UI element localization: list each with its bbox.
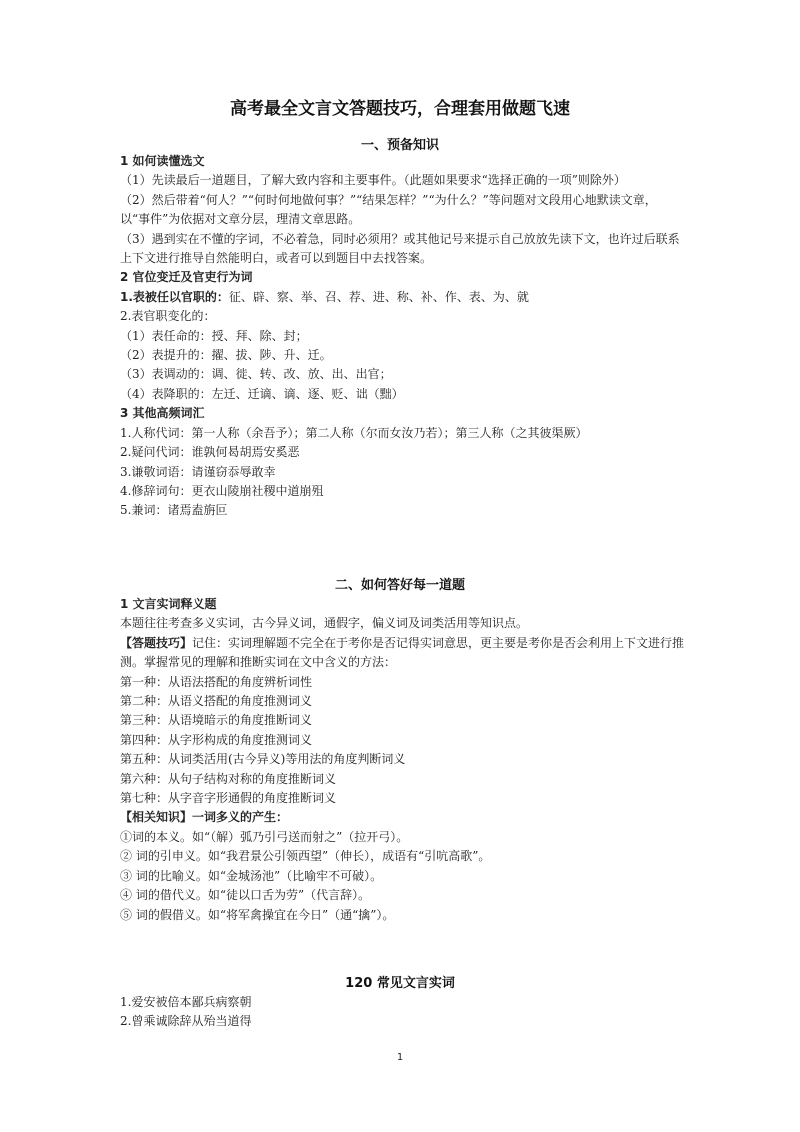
list-item: 2.曾乘诚除辞从殆当道得 (120, 1014, 252, 1029)
tip-label: 【答题技巧】 (120, 635, 193, 650)
list-item: ④ 词的借代义。如“徒以口舌为劳”（代言辞）。 (120, 888, 371, 903)
list-item: ② 词的引申义。如“我君景公引领西望”（伸长），成语有“引吭高歌”。 (120, 849, 491, 864)
part2-heading: 二、如何答好每一道题 (334, 578, 465, 593)
part2-content (120, 595, 685, 925)
list-item: 2.表官职变化的： (120, 309, 216, 324)
part1-content (120, 152, 685, 521)
paragraph: 本题往往考查多义实词，古今异义词，通假字，偏义词及词类活用等知识点。 (120, 616, 529, 631)
related-heading: 【相关知识】一词多义的产生： (120, 810, 289, 825)
part3-heading: 120 常见文言实词 (345, 976, 455, 991)
section-heading: 1 文言实词释义题 (120, 597, 217, 611)
list-item: 2.疑问代词：谁孰何曷胡焉安奚恶 (120, 445, 300, 460)
list-item: 第五种：从词类活用(古今异义)等用法的角度判断词义 (120, 752, 406, 767)
section-heading: 2 官位变迁及官吏行为词 (120, 270, 253, 285)
list-item: 5.兼词：诸焉盍旃叵 (120, 503, 228, 518)
list-item: 4.修辞词句：更衣山陵崩社稷中道崩殂 (120, 483, 324, 498)
list-item: （3）表调动的：调、徙、转、改、放、出、出官； (120, 367, 392, 382)
list-item: 1.表被任以官职的：征、辟、察、举、召、荐、进、称、补、作、表、为、就 (120, 289, 529, 304)
part3-content (120, 993, 685, 1032)
paragraph: 【答题技巧】记住：实词理解题不完全在于考你是否记得实词意思，更主要是考你是否会利用上下文进行推测。掌握常见的理解和推断实词在文中含义的方法： (120, 635, 685, 670)
paragraph: （1）先读最后一道题目，了解大致内容和主要事件。（此题如果要求“选择正确的一项”则除外） (120, 173, 626, 188)
section-heading: 3 其他高频词汇 (120, 406, 205, 421)
list-item: 第四种：从字形构成的角度推测词义 (120, 732, 313, 747)
document-title: 高考最全文言文答题技巧，合理套用做题飞速 (230, 99, 570, 119)
list-item: 1.人称代词：第一人称（余吾予）；第二人称（尔而女汝乃若）；第三人称（之其彼渠厥） (120, 425, 588, 440)
list-item: ①词的本义。如“（解）弧乃引弓送而射之”（拉开弓）。 (120, 829, 409, 844)
list-item: 第三种：从语境暗示的角度推断词义 (120, 713, 313, 728)
list-item: （2）表提升的：擢、拔、陟、升、迁。 (120, 348, 332, 363)
list-item: 第一种：从语法搭配的角度辨析词性 (120, 674, 313, 689)
bold-label: 1.表被任以官职的： (120, 289, 229, 304)
part1-heading: 一、预备知识 (360, 138, 439, 153)
list-item: ⑤ 词的假借义。如“将军禽操宜在今日”（通“擒”）。 (120, 907, 395, 922)
list-item: 1.爱安被倍本鄙兵病察朝 (120, 995, 252, 1009)
paragraph: （3）遇到实在不懂的字词，不必着急，同时必须用？或其他记号来提示自己放放先读下文，也许过后联系上下文进行推导自然能明白，或者可以到题目中去找答案。 (120, 231, 680, 266)
paragraph: （2）然后带着“何人？”“何时何地做何事？”“结果怎样？”“为什么？”等问题对文段用心地默读文章，以“事件”为依据对文章分层，理清文章思路。 (120, 192, 657, 227)
list-item: 第六种：从句子结构对称的角度推断词义 (120, 771, 337, 786)
list-item: 第七种：从字音字形通假的角度推断词义 (120, 791, 337, 806)
list-item: 第二种：从语义搭配的角度推测词义 (120, 694, 313, 709)
section-heading: 1 如何读懂选文 (120, 154, 205, 168)
list-item: （1）表任命的：授、拜、除、封； (120, 328, 308, 343)
list-item: ③ 词的比喻义。如“金城汤池”（比喻牢不可破）。 (120, 868, 383, 883)
page-number: 1 (396, 1052, 404, 1063)
list-item: （4）表降职的：左迁、迁谪、谪、逐、贬、诎（黜） (120, 386, 404, 401)
list-item: 3.谦敬词语：请谨窃忝辱敢幸 (120, 464, 276, 479)
